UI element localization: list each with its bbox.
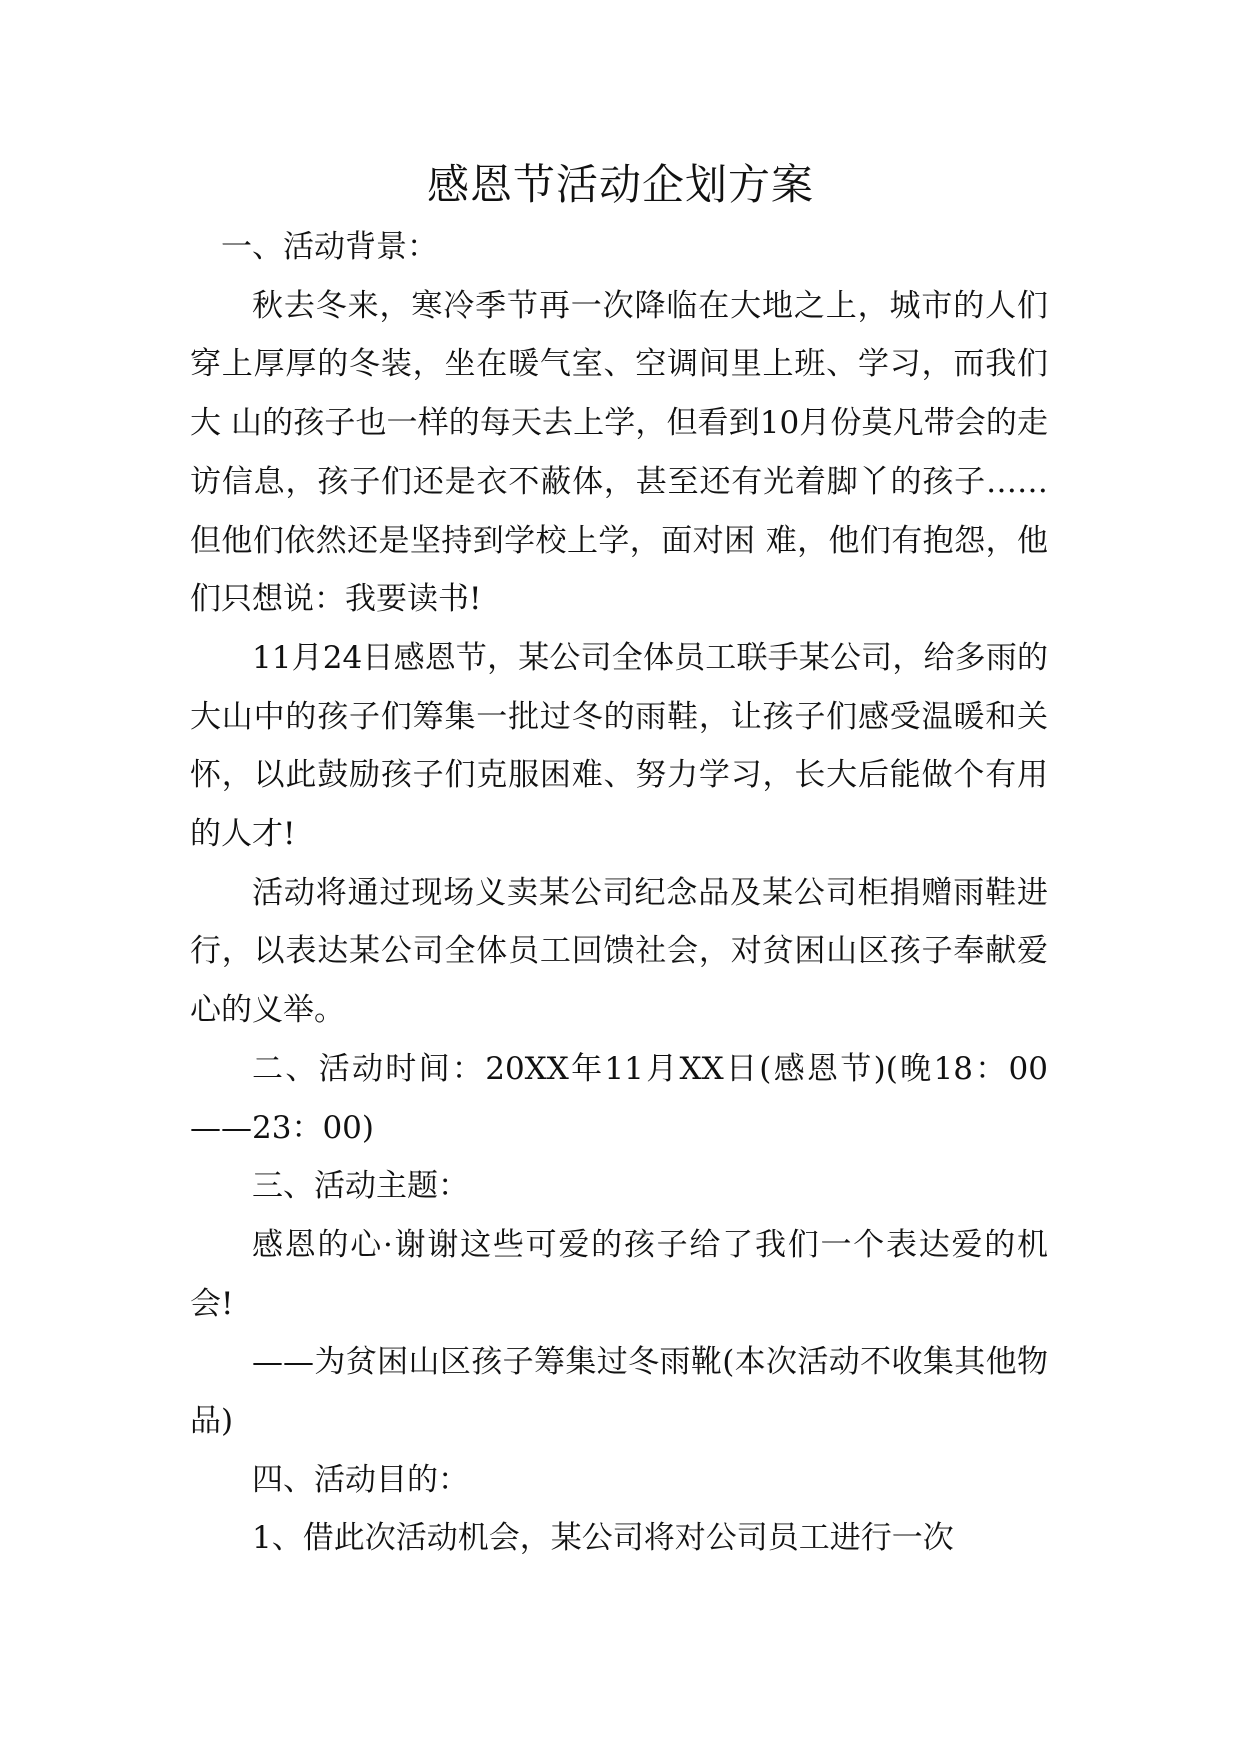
section-heading-purpose: 四、活动目的： bbox=[252, 1461, 469, 1498]
section-heading-background: 一、活动背景： bbox=[221, 229, 438, 265]
document-title: 感恩节活动企划方案 bbox=[426, 160, 814, 209]
paragraph-background: 秋去冬来，寒冷季节再一次降临在大地之上，城市的人们穿上厚厚的冬装，坐在暖气室、空调间里上班、学习，而我们大 山的孩子也一样的每天去上学，但看到10月份莫凡带会的走访信息，孩子们还是衣不蔽体，甚至还有光着脚丫的孩子……但他们依然还是坚持到学校上学，面对困 难，他们有抱怨，他们只想说：我要读书! bbox=[190, 287, 1048, 618]
paragraph-thanksgiving: 11月24日感恩节，某公司全体员工联手某公司，给多雨的大山中的孩子们筹集一批过冬的雨鞋，让孩子们感受温暖和关怀，以此鼓励孩子们克服困难、努力学习，长大后能做个有用的人才! bbox=[190, 639, 1048, 853]
paragraph-subtheme: ——为贫困山区孩子筹集过冬雨靴(本次活动不收集其他物品) bbox=[190, 1344, 1048, 1440]
paragraph-theme: 感恩的心·谢谢这些可爱的孩子给了我们一个表达爱的机会! bbox=[190, 1226, 1048, 1322]
paragraph-activity-method: 活动将通过现场义卖某公司纪念品及某公司柜捐赠雨鞋进行，以表达某公司全体员工回馈社会，对贫困山区孩子奉献爱心的义举。 bbox=[190, 874, 1048, 1029]
section-heading-time: 二、活动时间：20XX年11月XX日(感恩节)(晚18：00——23：00) bbox=[190, 1050, 1048, 1146]
section-heading-theme: 三、活动主题： bbox=[252, 1168, 469, 1205]
document-body bbox=[190, 218, 1048, 1568]
paragraph-purpose-1: 1、借此次活动机会，某公司将对公司员工进行一次 bbox=[252, 1520, 954, 1557]
